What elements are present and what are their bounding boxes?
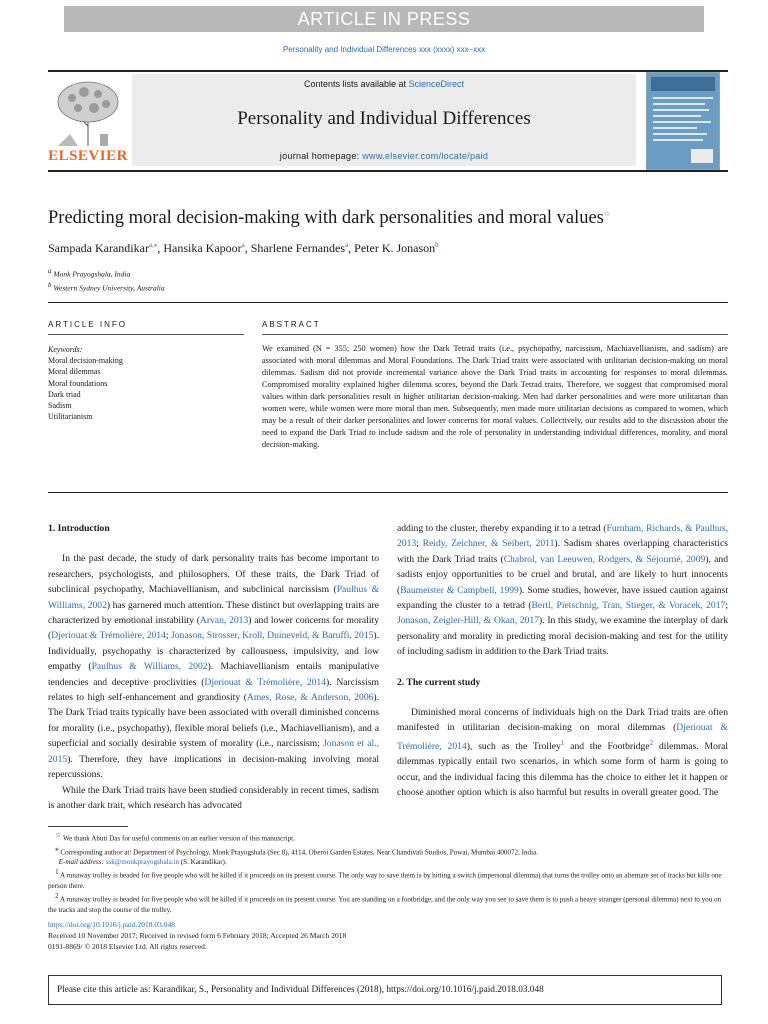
author-name[interactable]: Hansika Kapoor bbox=[163, 241, 242, 255]
citation-link[interactable]: Paulhus & Williams, 2002 bbox=[91, 661, 208, 673]
received-dates: Received 10 November 2017; Received in revised form 6 February 2018; Accepted 26 March 2018 bbox=[48, 931, 347, 940]
body-column-left bbox=[48, 521, 379, 813]
text-run: ; bbox=[416, 538, 423, 550]
author-name[interactable]: Sharlene Fernandes bbox=[250, 241, 346, 255]
article-title bbox=[48, 208, 728, 229]
text-run: and the Footbridge bbox=[564, 741, 650, 753]
email-label: E-mail address: bbox=[58, 858, 104, 867]
issn-copyright: 0191-8869/ © 2018 Elsevier Ltd. All rights reserved. bbox=[48, 942, 207, 951]
footnote-ref[interactable]: 2 bbox=[649, 738, 654, 747]
citation-link[interactable]: Ames, Rose, & Anderson, 2006 bbox=[246, 692, 374, 704]
footnote-rule bbox=[48, 826, 128, 827]
abstract-text: We examined (N = 355; 250 women) how the Dark Tetrad traits (i.e., psychopathy, narcissism, Machiavellianism, and sadism) are associated with moral dilemmas and Moral Foundations. The Dark Triad traits were associated with utilitarian decision-making on moral dilemmas. Sadism did not provide incremental variance above the Dark Triad traits in accounting for responses to moral dilemmas. Compromised morality explained higher dilemma scores, beyond the Dark Tetrad traits. Therefore, we suggest that compromised moral values within dark personalities result in higher utilitarian decision-making. Men had darker personalities and were more utilitarian than women were, while women were more moral than men. Subsequently, men made more utilitarian decisions as compared to women, which may be a result of their darker personalities and lower concerns for moral values. Collectively, our results add to the discussion about the need to expand the Dark Triad to include sadism and the role of personality in understanding individual differences, morality, and moral decision-making. bbox=[262, 344, 728, 449]
please-cite-box: Please cite this article as: Karandikar, S., Personality and Individual Differences (2018), https://doi.org/10.1016/j.paid.2018.03.048 bbox=[48, 975, 722, 1005]
affiliation-item bbox=[48, 266, 448, 280]
homepage-link[interactable]: www.elsevier.com/locate/paid bbox=[362, 151, 489, 161]
text-run: ). The Dark Triad traits typically have been associated with overall diminished concerns for morality (i.e., psychopathy), flexible moral beliefs (i.e., Machiavellianism), and a superficial and socially desirable system of morality (i.e., narcissism; bbox=[48, 692, 380, 750]
text-run: ; bbox=[725, 600, 728, 612]
footnote-email bbox=[48, 857, 728, 867]
affiliations bbox=[48, 266, 448, 293]
text-run: While the Dark Triad traits have been studied considerably in recent times, sadism is another dark trait, which research has advocated bbox=[48, 784, 379, 811]
keyword-item: Utilitarianism bbox=[48, 412, 93, 422]
masthead-top-rule bbox=[48, 70, 728, 72]
body-paragraph bbox=[397, 705, 728, 801]
keywords-list bbox=[48, 344, 244, 422]
text-run: Diminished moral concerns of individuals high on the Dark Triad traits are often manifested in utilitarian decision-making on moral dilemmas ( bbox=[397, 707, 728, 734]
citation-link[interactable]: Jonason et al., 2015 bbox=[48, 738, 379, 765]
footnote-text: A runaway trolley is headed for five people who will be killed if it proceeds on its present course. You are standing on a footbridge, and the only way you see to save them is to push a heavy stranger (personal dilemma) next to you on the tracks and stop the course of the trolley. bbox=[48, 895, 722, 914]
text-run: ). Narcissism relates to high self-enhancement and grandiosity ( bbox=[48, 676, 379, 704]
keyword-item: Moral dilemmas bbox=[48, 367, 101, 377]
keywords-heading: Keywords: bbox=[48, 345, 83, 354]
keyword-item: Moral decision-making bbox=[48, 356, 123, 366]
affiliation-item bbox=[48, 280, 448, 294]
article-info-heading: ARTICLE INFO bbox=[48, 320, 127, 329]
doi-link[interactable]: https://doi.org/10.1016/j.paid.2018.03.048 bbox=[48, 920, 175, 929]
author-name[interactable]: Peter K. Jonason bbox=[354, 241, 436, 255]
citation-link[interactable]: Baumeister & Campbell, 1999 bbox=[400, 584, 519, 596]
affil-mark: a bbox=[48, 267, 52, 275]
citation-link[interactable]: Djeriouat & Trémolière, 2014 bbox=[51, 630, 166, 642]
citation-link[interactable]: Jonason, Zeigler-Hill, & Okan, 2017 bbox=[397, 615, 540, 627]
footnote-corresponding bbox=[48, 844, 728, 858]
text-run: ), and sadists enjoy opportunities to be cruel and brutal, and are likely to hurt innocents ( bbox=[397, 553, 728, 596]
title-text: Predicting moral decision-making with dark personalities and moral values bbox=[48, 208, 604, 228]
body-paragraph bbox=[48, 783, 379, 814]
footnote-text: A runaway trolley is headed for five people who will be killed if it proceeds on its present course. The only way to save them is by hitting a switch (impersonal dilemma) that turns the trolley onto an alternate set of tracks but kills one person there. bbox=[48, 871, 722, 890]
footnote-text: We thank Ahuti Das for useful comments on an earlier version of this manuscript. bbox=[63, 834, 295, 843]
journal-cover-thumbnail bbox=[646, 72, 720, 170]
citation-link[interactable]: Chabrol, van Leeuwen, Rodgers, & Séjourné, 2009 bbox=[503, 553, 706, 565]
footnote-ack bbox=[48, 830, 728, 844]
journal-homepage bbox=[132, 151, 636, 161]
section-heading: 2. The current study bbox=[397, 676, 481, 688]
keyword-item: Sadism bbox=[48, 401, 72, 411]
keyword-item: Dark triad bbox=[48, 389, 81, 399]
text-run: ; bbox=[165, 630, 171, 642]
citation-link[interactable]: Furnham, Richards, & Paulhus, 2013 bbox=[397, 523, 729, 550]
author-list: Sampada Karandikar$^{a,⁎}$, Hansika Kapoor$^a$, Sharlene Fernandes$^a$, Peter K. Jonason$^b$ bbox=[48, 241, 439, 255]
abstract-rule bbox=[262, 334, 728, 335]
text-run: dilemmas. Moral dilemmas typically entail two scenarios, in which some form of harm is going to occur, and the individual facing this dilemma has the choice to either let it happen or choose another option which is also harmful but results in overall greater good. The bbox=[397, 741, 728, 799]
email-suffix: (S. Karandikar). bbox=[180, 858, 227, 867]
text-run: ). In this study, we examine the interplay of dark personality and morality in predicting moral decision-making and test for the utility of including sadism in addition to the Dark Triad traits. bbox=[397, 615, 729, 658]
text-run: ). Machiavellianism entails manipulative tendencies and deceptive proclivities ( bbox=[48, 661, 379, 688]
author-affil-mark[interactable]: a,⁎ bbox=[148, 241, 158, 249]
affil-text: Western Sydney University, Australia bbox=[53, 283, 165, 292]
contents-available bbox=[132, 79, 636, 89]
article-in-press-banner: ARTICLE IN PRESS bbox=[64, 6, 704, 32]
affil-text: Monk Prayogshala, India bbox=[53, 269, 131, 279]
text-run: In the past decade, the study of dark personality traits has become important to researchers, psychologists, and philosophers. Of these traits, the Dark Triad of subclinical psychopathy, Machiavellianism, and subclinical narcissism ( bbox=[48, 553, 379, 596]
title-footnote-mark[interactable]: ☆ bbox=[603, 209, 611, 218]
keyword-item: Moral foundations bbox=[48, 378, 108, 388]
citation-link[interactable]: Djeriouat & Trémolière, 2014 bbox=[204, 676, 327, 688]
text-run: ), such as the Trolley bbox=[466, 741, 561, 753]
homepage-prefix: journal homepage: bbox=[279, 151, 363, 161]
text-run: ) and lower concerns for morality ( bbox=[48, 615, 379, 642]
text-run: ). Individually, psychopathy is characterized by callousness, impulsivity, and low empathy ( bbox=[48, 630, 380, 673]
section-rule bbox=[48, 492, 728, 493]
section-rule bbox=[48, 302, 728, 303]
footnote-mark: ⁎ bbox=[55, 844, 59, 853]
affil-mark: b bbox=[48, 280, 52, 289]
footnotes bbox=[48, 830, 728, 915]
citation-link[interactable]: Jonason, Strosser, Kroll, Duineveld, & Baruffi, 2015 bbox=[171, 630, 374, 642]
text-run: ). Sadism shares overlapping characteristics with the Dark Triad traits ( bbox=[397, 538, 728, 565]
citation-link[interactable]: Djeriouat & Trémolière, 2014 bbox=[397, 722, 728, 753]
body-paragraph-continued bbox=[397, 521, 728, 660]
author-affil-mark[interactable]: a bbox=[241, 241, 245, 249]
footnote-mark: 2 bbox=[55, 892, 59, 901]
footnote-text: Corresponding author at: Department of Psychology, Monk Prayogshala (Sec 8), 4114, Oberoi Garden Estates, Near Chandivali Studios, Powai, Mumbai 400072, India. bbox=[60, 847, 539, 856]
article-info-rule bbox=[48, 334, 244, 335]
text-run: adding to the cluster, thereby expanding it to a tetrad ( bbox=[397, 523, 607, 534]
sciencedirect-link[interactable]: ScienceDirect bbox=[408, 79, 465, 89]
text-run: ). Some studies, however, have issued caution against expanding the cluster to a tetrad ( bbox=[397, 584, 728, 612]
section-heading: 1. Introduction bbox=[48, 523, 110, 534]
author-name[interactable]: Sampada Karandikar bbox=[48, 241, 149, 255]
citation-link[interactable]: Paulhus & Williams, 2002 bbox=[48, 584, 379, 611]
citation-link[interactable]: Arvan, 2013 bbox=[199, 615, 249, 627]
text-run: ). Therefore, they have implications in decision-making involving moral repercussions. bbox=[48, 753, 379, 781]
footnote-mark: ☆ bbox=[55, 831, 62, 839]
elsevier-wordmark: ELSEVIER bbox=[48, 148, 128, 164]
citation-link[interactable]: Bertl, Pietschnig, Tran, Stieger, & Voracek, 2017 bbox=[531, 600, 726, 612]
masthead-bottom-rule bbox=[48, 170, 728, 172]
contents-prefix: Contents lists available at bbox=[303, 79, 409, 89]
email-link[interactable]: ssk@monkprayogshala.in bbox=[105, 858, 180, 867]
footnote-2 bbox=[48, 891, 728, 915]
text-run: ) has garnered much attention. These distinct but overlapping traits are characterized by emotional instability ( bbox=[48, 599, 379, 627]
footnote-ref[interactable]: 1 bbox=[560, 738, 565, 747]
journal-citation-line[interactable]: Personality and Individual Differences xxx (xxxx) xxx–xxx bbox=[282, 45, 486, 54]
author-affil-mark[interactable]: a bbox=[345, 241, 349, 249]
footnote-1 bbox=[48, 867, 728, 891]
author-affil-mark[interactable]: b bbox=[435, 241, 439, 249]
body-column-right bbox=[397, 521, 728, 801]
citation-link[interactable]: Reidy, Zeichner, & Seibert, 2011 bbox=[422, 538, 555, 550]
abstract-heading: ABSTRACT bbox=[262, 320, 321, 329]
footnote-mark: 1 bbox=[55, 868, 59, 877]
journal-name: Personality and Individual Differences bbox=[237, 108, 531, 129]
body-paragraph bbox=[48, 551, 379, 782]
